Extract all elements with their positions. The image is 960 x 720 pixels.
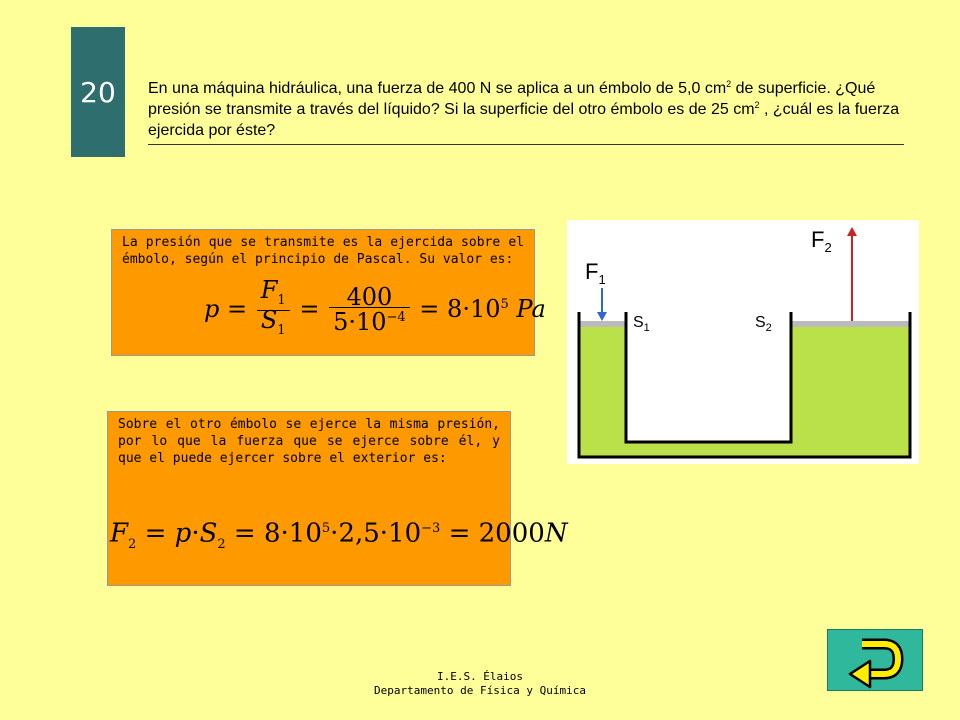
frac-s-sub: 1 [277, 322, 286, 338]
piston-s1 [580, 321, 625, 327]
frac-s: S [260, 305, 278, 334]
label-f1: $F_1$ [585, 259, 606, 287]
force-unit: N [544, 518, 568, 549]
liquid-bottom [580, 442, 909, 456]
answer-text-pressure: La presión que se transmite es la ejercida sobre el émbolo, según el principio de Pascal. Su valor es: [122, 235, 524, 267]
return-arrow-icon [828, 630, 922, 690]
frac-den-exp: −4 [386, 310, 406, 326]
problem-number: 20 [80, 75, 116, 109]
formula-f: F [110, 518, 129, 549]
question-sup2: 2 [754, 100, 760, 110]
frac-400: 400 [329, 289, 410, 308]
answer-box-pressure [111, 229, 546, 356]
piston-s2 [792, 321, 909, 327]
val2-base: 2,5·10 [338, 518, 422, 549]
frac-f: F [260, 276, 278, 304]
pressure-formula: p = $\frac{F_1}{S_1}$ = $\frac{400}{5\cdot 10^{-4}}$ = $8\cdot 10^5$ Pa [204, 276, 546, 338]
val1-exp: 5 [321, 521, 331, 536]
hydraulic-press-diagram [567, 220, 919, 464]
formula-f-sub: 2 [128, 536, 137, 552]
back-button[interactable] [827, 629, 923, 691]
problem-number-badge [71, 27, 125, 157]
result-base: 8·10 [447, 294, 501, 323]
question-sup1: 2 [726, 79, 732, 89]
force-formula: $F_2 = p\cdot S_2 = 8\cdot 10^5\cdot 2,5\cdot 10^{-3} = 2000N$ [110, 518, 568, 552]
answer-text-force: Sobre el otro émbolo se ejerce la misma presión, por lo que la fuerza que se ejerce sobre él, y que el puede ejercer sobre el exterior es: [118, 417, 500, 466]
label-f2: $F_2$ [811, 227, 832, 255]
arrow-f1-head [597, 312, 607, 321]
formula-p: p [204, 294, 220, 323]
question-text [148, 78, 904, 145]
result-unit: Pa [516, 294, 546, 323]
question-part1: En una máquina hidráulica, una fuerza de 400 N se aplica a un émbolo de 5,0 cm [148, 80, 727, 97]
hydraulic-press-svg [567, 220, 919, 464]
result-exp: 5 [500, 296, 509, 312]
formula-p2: p [174, 518, 192, 549]
fraction-values [329, 283, 410, 337]
arrow-f2-head [847, 227, 857, 236]
footer-department: Departamento de Física y Química [374, 684, 586, 697]
footer [340, 670, 620, 698]
fraction-f1-s1 [257, 276, 290, 339]
question-part2: de superficie. ¿Qué presión se transmite a través del líquido? Si la superficie del otro émbolo es de 25 cm [148, 80, 876, 118]
liquid-right-column [792, 327, 909, 456]
footer-school: I.E.S. Élaios [436, 670, 524, 683]
formula-s-sub: 2 [217, 536, 226, 552]
formula-s: S [199, 518, 218, 549]
label-s2: $S_2$ [755, 314, 772, 334]
val2-exp: −3 [421, 521, 441, 536]
force-result: 2000 [478, 518, 545, 549]
answer-box-force [107, 411, 568, 586]
val1-base: 8·10 [264, 518, 322, 549]
frac-f-sub: 1 [277, 292, 286, 308]
label-s1: $S_1$ [633, 314, 650, 334]
question-part3: , ¿cuál es la fuerza ejercida por éste? [148, 101, 900, 139]
frac-den-base: 5·10 [333, 308, 387, 337]
liquid-left-column [580, 327, 625, 456]
